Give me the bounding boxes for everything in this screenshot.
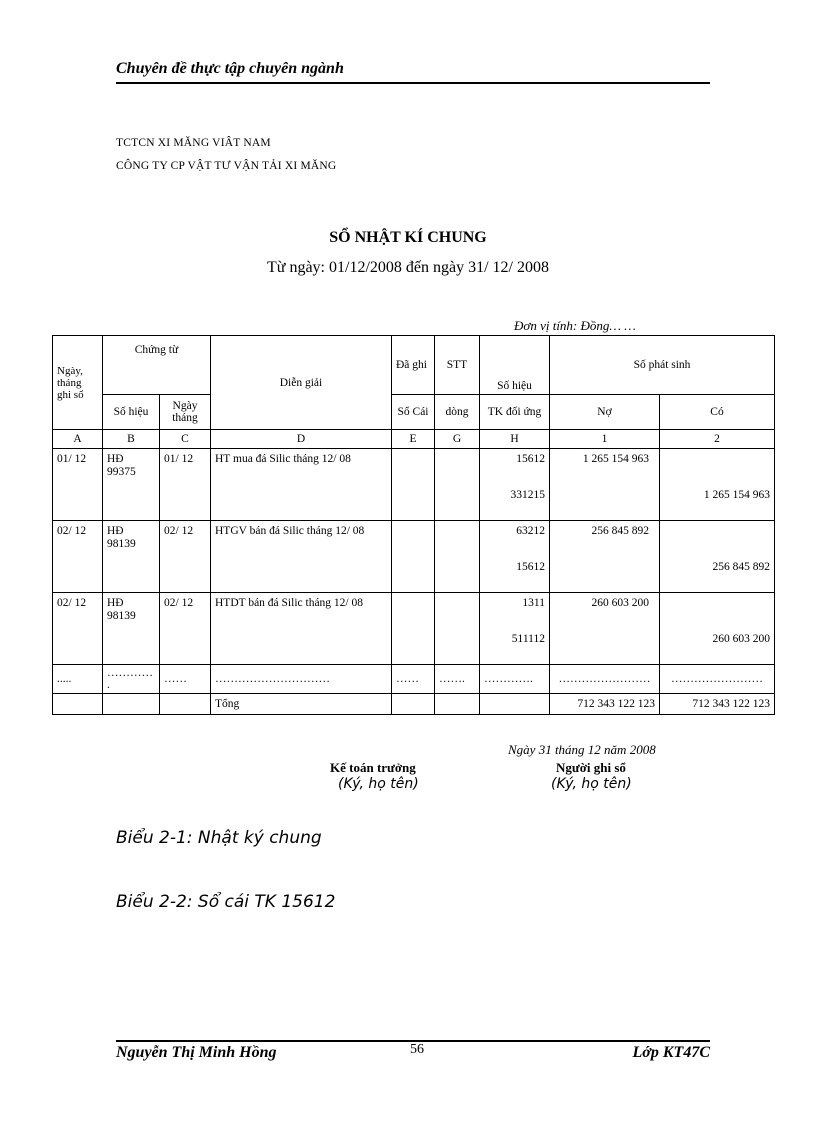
dots-description: ………………………… xyxy=(211,665,392,694)
column-letter: C xyxy=(160,430,211,449)
row-credit xyxy=(660,449,775,521)
row-date: 02/ 12 xyxy=(53,521,103,593)
header-line-top: STT xyxy=(435,336,480,395)
caption-ledger: Biểu 2-2: Sổ cái TK 15612 xyxy=(116,892,336,912)
signature-date: Ngày 31 tháng 12 năm 2008 xyxy=(508,742,656,757)
total-empty xyxy=(53,694,103,715)
caption-general-journal: Biểu 2-1: Nhật ký chung xyxy=(116,828,322,848)
row-voucher-no: HĐ 98139 xyxy=(103,593,160,665)
row-debit: 256 845 892 xyxy=(550,521,660,593)
total-empty xyxy=(103,694,160,715)
placeholder-row xyxy=(53,665,775,694)
column-letters-row xyxy=(53,430,775,449)
dots-voucher-no-tail: . xyxy=(107,679,110,691)
row-credit-amount: 260 603 200 xyxy=(712,633,770,645)
row-date: 01/ 12 xyxy=(53,449,103,521)
row-posted xyxy=(392,521,435,593)
table-row xyxy=(53,593,775,665)
header-account-top: Số hiệu xyxy=(480,336,550,395)
row-date: 02/ 12 xyxy=(53,593,103,665)
row-voucher-date: 02/ 12 xyxy=(160,521,211,593)
row-credit-amount: 1 265 154 963 xyxy=(703,489,770,501)
dots-line: ……. xyxy=(435,665,480,694)
column-letter: H xyxy=(480,430,550,449)
column-letter: 1 xyxy=(550,430,660,449)
header-voucher-date: Ngày tháng xyxy=(160,395,211,430)
row-account-debit: 15612 xyxy=(516,453,545,465)
column-letter: G xyxy=(435,430,480,449)
header-description: Diễn giải xyxy=(211,336,392,430)
header-account-bottom: TK đối ứng xyxy=(480,395,550,430)
total-row xyxy=(53,694,775,715)
column-letter: E xyxy=(392,430,435,449)
row-account xyxy=(480,449,550,521)
row-account-credit: 331215 xyxy=(510,489,545,501)
total-empty xyxy=(480,694,550,715)
header-posted-bottom: Sổ Cái xyxy=(392,395,435,430)
row-account xyxy=(480,593,550,665)
total-empty xyxy=(435,694,480,715)
footer-author: Nguyễn Thị Minh Hồng xyxy=(116,1044,277,1061)
header-amount: Số phát sinh xyxy=(550,336,775,395)
total-credit: 712 343 122 123 xyxy=(660,694,775,715)
column-letter: B xyxy=(103,430,160,449)
row-debit: 1 265 154 963 xyxy=(550,449,660,521)
total-label: Tổng xyxy=(211,694,392,715)
recorder-title: Người ghi sổ xyxy=(556,760,626,775)
header-title: Chuyên đề thực tập chuyên ngành xyxy=(116,60,344,77)
row-account-credit: 511112 xyxy=(511,633,545,645)
dots-date: ..... xyxy=(53,665,103,694)
total-debit: 712 343 122 123 xyxy=(550,694,660,715)
row-debit: 260 603 200 xyxy=(550,593,660,665)
row-account xyxy=(480,521,550,593)
page-number: 56 xyxy=(410,1042,424,1057)
row-description: HTDT bán đá Silic tháng 12/ 08 xyxy=(211,593,392,665)
recorder-note: (Ký, họ tên) xyxy=(551,776,632,792)
chief-accountant-note: (Ký, họ tên) xyxy=(338,776,419,792)
row-credit-amount: 256 845 892 xyxy=(712,561,770,573)
document-date-range: Từ ngày: 01/12/2008 đến ngày 31/ 12/ 2008 xyxy=(267,259,549,276)
row-account-credit: 15612 xyxy=(516,561,545,573)
row-voucher-date: 01/ 12 xyxy=(160,449,211,521)
row-line xyxy=(435,521,480,593)
row-voucher-date: 02/ 12 xyxy=(160,593,211,665)
dots-debit: …………………… xyxy=(550,665,660,694)
dots-posted: …… xyxy=(392,665,435,694)
header-line-bottom: dòng xyxy=(435,395,480,430)
header-credit: Có xyxy=(660,395,775,430)
row-description: HTGV bán đá Silic tháng 12/ 08 xyxy=(211,521,392,593)
footer-class: Lớp KT47C xyxy=(632,1044,710,1061)
org-parent: TCTCN XI MĂNG VIÂT NAM xyxy=(116,137,271,149)
row-voucher-no: HĐ 98139 xyxy=(103,521,160,593)
total-empty xyxy=(160,694,211,715)
chief-accountant-title: Kế toán trưởng xyxy=(330,760,416,775)
dots-voucher-no-main: ………… xyxy=(107,667,153,679)
header-voucher-no: Số hiệu xyxy=(103,395,160,430)
column-letter: A xyxy=(53,430,103,449)
header-posted-top: Đã ghi xyxy=(392,336,435,395)
row-posted xyxy=(392,593,435,665)
org-company: CÔNG TY CP VẬT TƯ VẬN TẢI XI MĂNG xyxy=(116,160,337,172)
row-posted xyxy=(392,449,435,521)
row-credit xyxy=(660,521,775,593)
table-row xyxy=(53,521,775,593)
column-letter: D xyxy=(211,430,392,449)
row-line xyxy=(435,449,480,521)
header-voucher: Chứng từ xyxy=(103,336,211,395)
total-empty xyxy=(392,694,435,715)
row-credit xyxy=(660,593,775,665)
row-account-debit: 63212 xyxy=(516,525,545,537)
journal-table xyxy=(52,335,775,715)
currency-unit: Đơn vị tính: Đồng… … xyxy=(514,318,636,333)
row-description: HT mua đá Silic tháng 12/ 08 xyxy=(211,449,392,521)
dots-voucher-date: …… xyxy=(160,665,211,694)
row-voucher-no: HĐ 99375 xyxy=(103,449,160,521)
document-title: SỔ NHẬT KÍ CHUNG xyxy=(329,229,487,246)
column-letter: 2 xyxy=(660,430,775,449)
dots-credit: …………………… xyxy=(660,665,775,694)
header-date: Ngày, tháng ghi sổ xyxy=(53,336,103,430)
dots-account: …………. xyxy=(480,665,550,694)
row-account-debit: 1311 xyxy=(522,597,545,609)
row-line xyxy=(435,593,480,665)
header-debit: Nợ xyxy=(550,395,660,430)
dots-voucher-no xyxy=(103,665,160,694)
header-rule xyxy=(116,82,710,84)
table-row xyxy=(53,449,775,521)
